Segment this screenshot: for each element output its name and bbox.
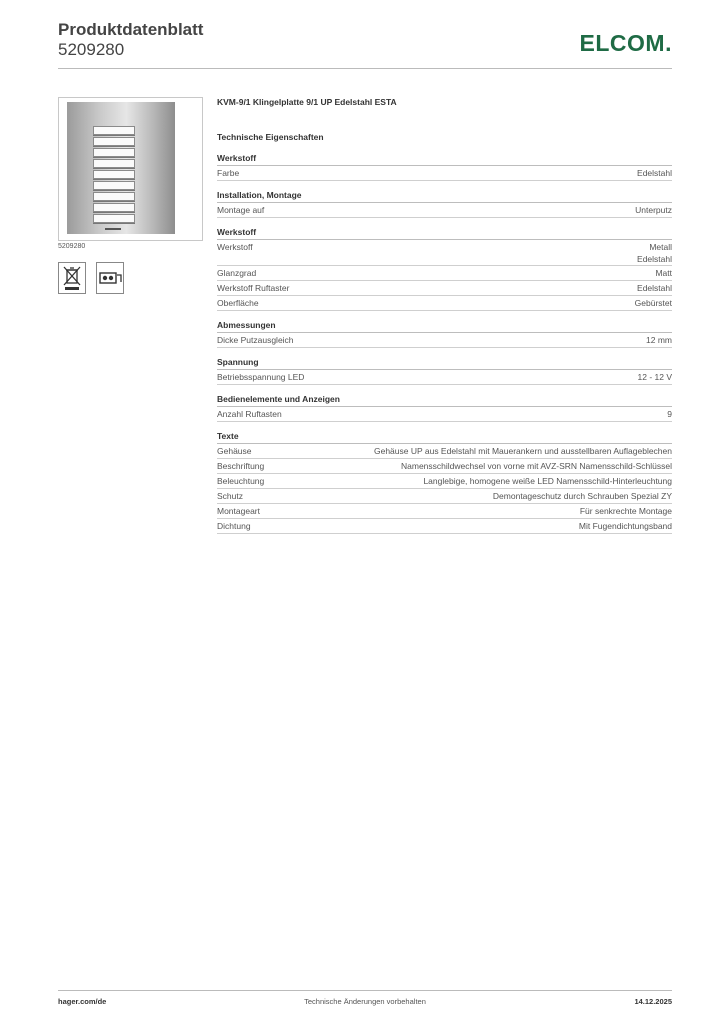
spec-group [217,153,672,181]
spec-group-title: Werkstoff [217,227,672,240]
spec-row [217,240,672,266]
product-name: KVM-9/1 Klingelplatte 9/1 UP Edelstahl ESTA [217,97,397,107]
spec-group-title: Installation, Montage [217,190,672,203]
bell-plate-illustration [67,102,175,234]
footer-divider [58,990,672,991]
spec-group [217,357,672,385]
spec-row [217,407,672,422]
section-title: Technische Eigenschaften [217,132,324,142]
bell-button [93,214,135,223]
document-title: Produktdatenblatt [58,20,204,39]
spec-value: Metall Edelstahl [637,242,672,264]
spec-row [217,370,672,385]
bell-button [93,148,135,157]
spec-value: Demontageschutz durch Schrauben Spezial ZY [492,491,672,501]
spec-label: Farbe [217,168,240,178]
spec-label: Betriebsspannung LED [217,372,305,382]
spec-label: Montageart [217,506,260,516]
spec-row [217,489,672,504]
spec-group [217,190,672,218]
spec-label: Beschriftung [217,461,265,471]
spec-group [217,431,672,534]
spec-row [217,296,672,311]
spec-value: Langlebige, homogene weiße LED Namensschild-Hinterleuchtung [423,476,672,486]
footer-disclaimer: Technische Änderungen vorbehalten [304,997,426,1006]
spec-label: Werkstoff [217,242,253,252]
spec-value: Gehäuse UP aus Edelstahl mit Mauerankern und ausstellbaren Auflageblechen [373,446,672,456]
spec-value: Edelstahl [637,283,672,293]
led-lighting-icon [96,262,124,294]
spec-group-title: Abmessungen [217,320,672,333]
spec-row [217,474,672,489]
spec-group [217,394,672,422]
spec-row [217,281,672,296]
spec-value: Unterputz [635,205,672,215]
bell-button [93,192,135,201]
weee-crossed-bin-icon [58,262,86,294]
spec-value: Gebürstet [634,298,672,308]
spec-label: Dichtung [217,521,251,531]
spec-row [217,444,672,459]
bell-button [93,159,135,168]
spec-label: Oberfläche [217,298,259,308]
spec-group-title: Bedienelemente und Anzeigen [217,394,672,407]
spec-label: Montage auf [217,205,265,215]
spec-value: Mit Fugendichtungsband [578,521,672,531]
bell-button [93,181,135,190]
bell-button [93,126,135,135]
spec-row [217,333,672,348]
spec-value: Für senkrechte Montage [579,506,672,516]
spec-value: Edelstahl [637,168,672,178]
product-image [58,97,203,241]
spec-content [217,95,672,534]
spec-value: 12 mm [646,335,672,345]
spec-value: Namensschildwechsel von vorne mit AVZ-SRN Namensschild-Schlüssel [401,461,672,471]
spec-label: Dicke Putzausgleich [217,335,294,345]
spec-groups [217,153,672,534]
spec-label: Gehäuse [217,446,252,456]
spec-value: 9 [667,409,672,419]
image-caption: 5209280 [58,243,86,250]
spec-row [217,459,672,474]
bell-button [93,203,135,212]
footer-date: 14.12.2025 [634,997,672,1006]
spec-row [217,203,672,218]
bell-button [93,170,135,179]
spec-group-title: Spannung [217,357,672,370]
spec-label: Schutz [217,491,243,501]
spec-label: Glanzgrad [217,268,257,278]
bell-button [93,137,135,146]
document-number: 5209280 [58,40,125,59]
spec-label: Anzahl Ruftasten [217,409,282,419]
plate-logo-mark [105,228,121,230]
spec-label: Werkstoff Ruftaster [217,283,290,293]
spec-group-title: Texte [217,431,672,444]
spec-group [217,227,672,311]
header-divider [58,68,672,69]
spec-group [217,320,672,348]
spec-row [217,504,672,519]
spec-value: 12 - 12 V [637,372,672,382]
footer-website: hager.com/de [58,997,107,1006]
page-header [58,20,672,60]
spec-value: Matt [655,268,672,278]
spec-row [217,519,672,534]
spec-label: Beleuchtung [217,476,265,486]
brand-logo: ELCOM. [579,30,672,56]
spec-row [217,266,672,281]
spec-group-title: Werkstoff [217,153,672,166]
spec-row [217,166,672,181]
